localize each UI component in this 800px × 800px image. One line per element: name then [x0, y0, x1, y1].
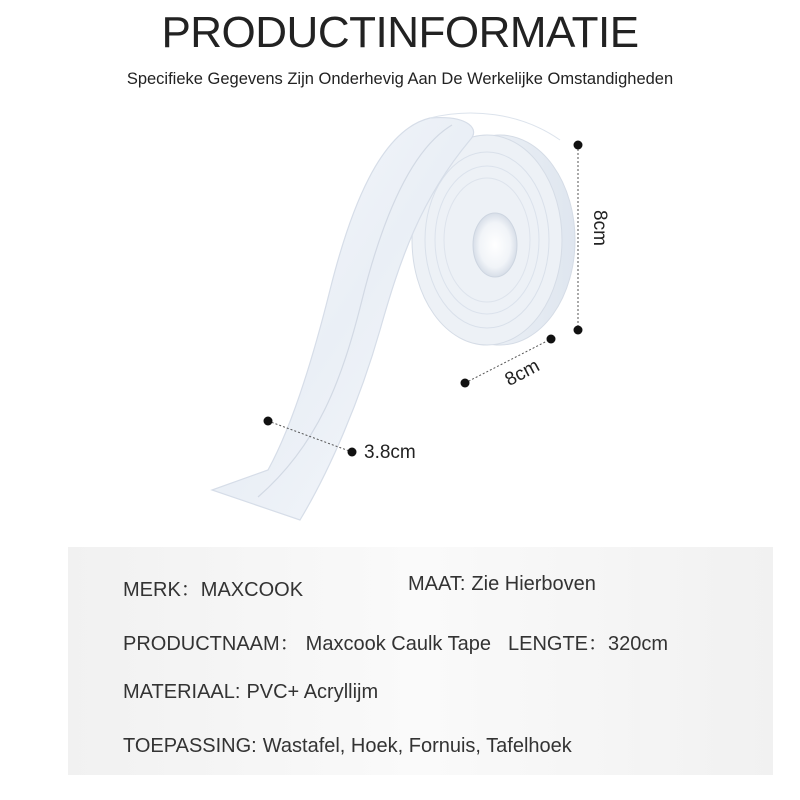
spec-length-value: 320cm: [608, 633, 669, 655]
height-dimension: [574, 141, 611, 335]
spec-product-name-label: PRODUCTNAAM：: [123, 633, 300, 655]
spec-material: [123, 681, 378, 704]
spec-length: [508, 627, 668, 656]
spec-product-name: [123, 627, 491, 656]
page-title: PRODUCTINFORMATIE: [161, 8, 639, 57]
roll-core-hole: [473, 213, 517, 277]
spec-brand-label: MERK：: [123, 579, 201, 601]
spec-application: [123, 735, 572, 758]
width-label: 3.8cm: [364, 442, 416, 463]
spec-brand: [123, 573, 303, 602]
spec-material-label: MATERIAAL:: [123, 681, 241, 703]
spec-size-value: Zie Hierboven: [471, 573, 596, 595]
spec-material-value: PVC+ Acryllijm: [246, 681, 379, 703]
spec-size-label: MAAT:: [408, 573, 466, 595]
diameter-label: 8cm: [501, 355, 544, 391]
page-subtitle: Specifieke Gegevens Zijn Onderhevig Aan De Werkelijke Omstandigheden: [126, 70, 674, 88]
spec-product-name-value: Maxcook Caulk Tape: [305, 633, 491, 655]
spec-application-label: TOEPASSING:: [123, 735, 257, 757]
spec-brand-value: MAXCOOK: [200, 579, 304, 601]
spec-length-label: LENGTE：: [508, 633, 609, 655]
spec-panel: [68, 547, 773, 775]
height-label: 8cm: [589, 210, 610, 246]
spec-size: [408, 573, 596, 596]
spec-application-value: Wastafel, Hoek, Fornuis, Tafelhoek: [262, 735, 572, 757]
tape-roll-illustration: [0, 100, 800, 540]
